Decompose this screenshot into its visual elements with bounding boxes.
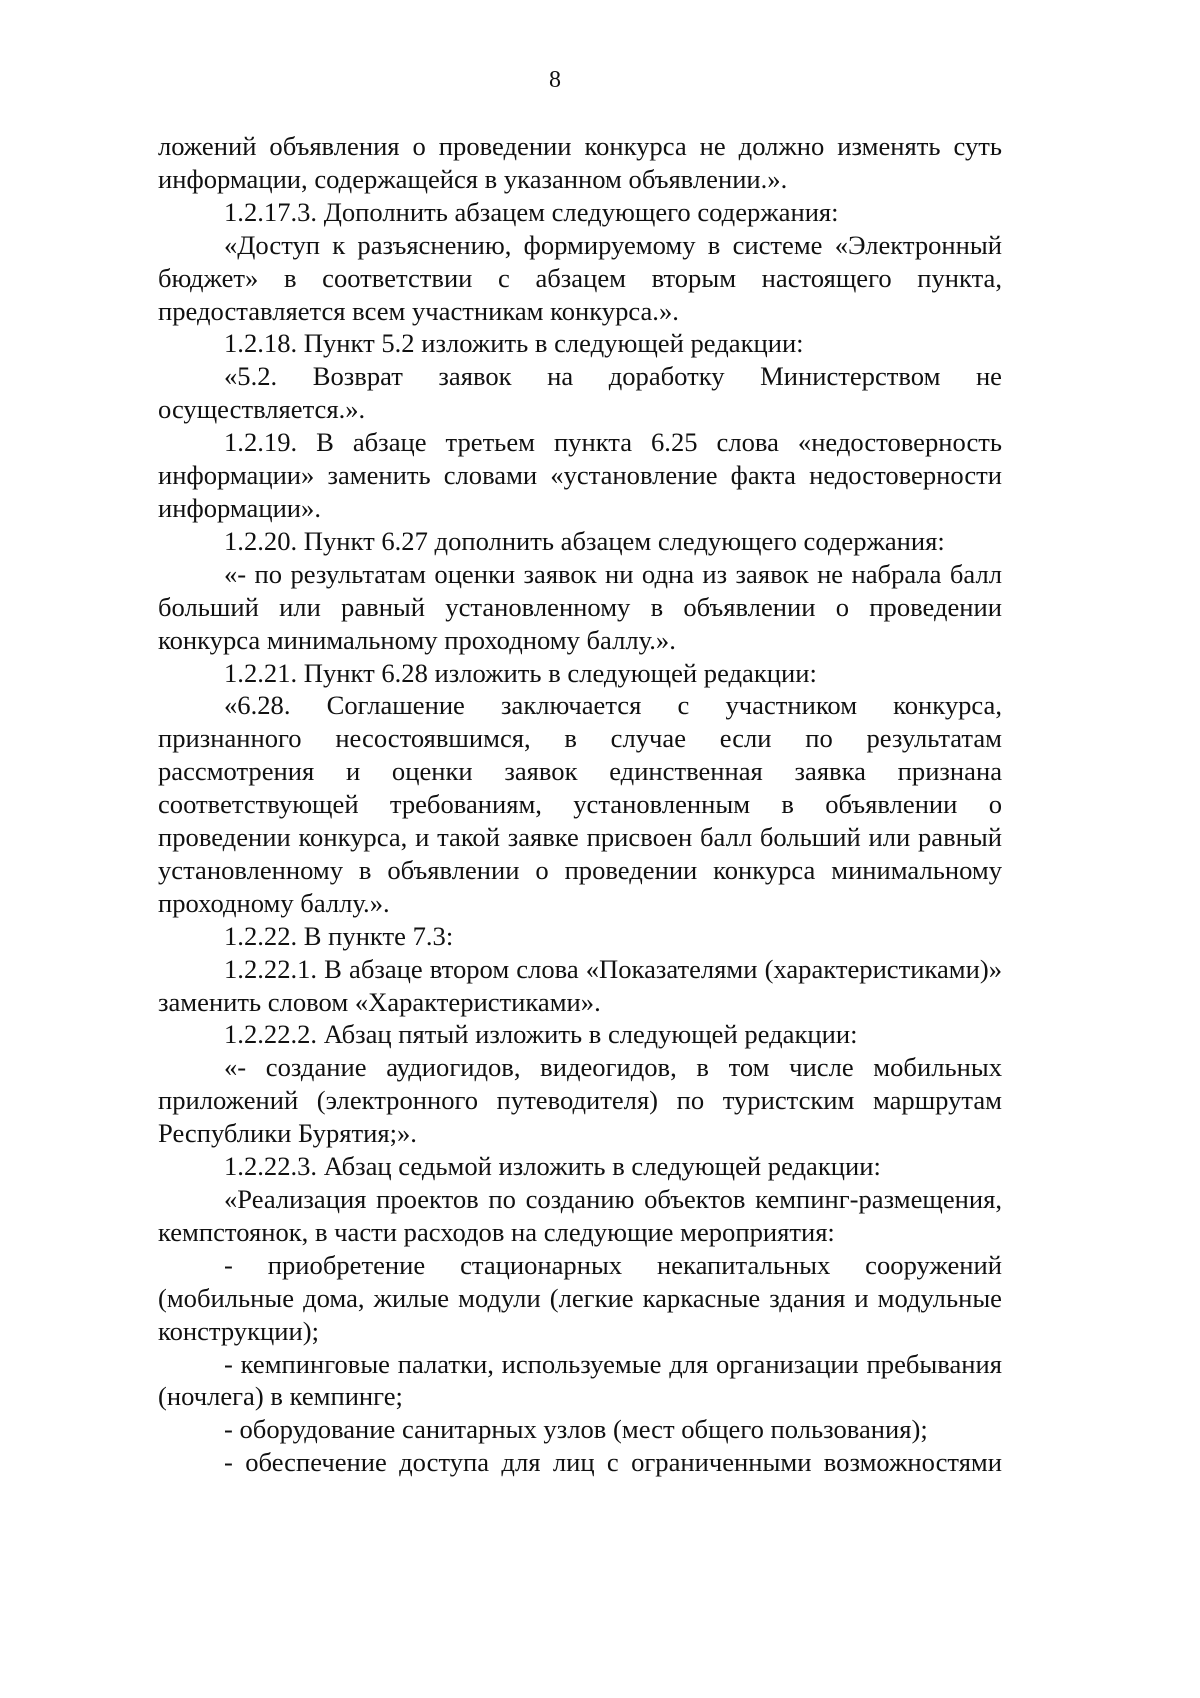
paragraph: 1.2.18. Пункт 5.2 изложить в следующей редакции:	[224, 328, 804, 359]
paragraph: 1.2.22.2. Абзац пятый изложить в следующей редакции:	[224, 1019, 858, 1050]
document-body	[158, 130, 1002, 1479]
paragraph: 1.2.22.1. В абзаце втором слова «Показателями (характеристиками)» заменить словом «Характеристиками».	[158, 953, 1002, 1017]
paragraph: 1.2.20. Пункт 6.27 дополнить абзацем следующего содержания:	[224, 525, 945, 556]
paragraph: - обеспечение доступа для лиц с ограниченными возможностями	[224, 1447, 1002, 1478]
paragraph: «5.2. Возврат заявок на доработку Министерством не осуществляется.».	[158, 361, 1002, 425]
paragraph: 1.2.21. Пункт 6.28 изложить в следующей редакции:	[224, 657, 817, 688]
page-number: 8	[549, 67, 561, 93]
paragraph: - оборудование санитарных узлов (мест общего пользования);	[224, 1414, 928, 1445]
paragraph: 1.2.19. В абзаце третьем пункта 6.25 слова «недостоверность информации» заменить словами «установление факта недостоверности информации».	[158, 427, 1002, 523]
paragraph: ложений объявления о проведении конкурса не должно изменять суть информации, содержащейся в указанном объявлении.».	[158, 131, 1002, 194]
paragraph: «Реализация проектов по созданию объектов кемпинг-размещения, кемпстоянок, в части расходов на следующие мероприятия:	[158, 1184, 1002, 1247]
paragraph: - приобретение стационарных некапитальных сооружений (мобильные дома, жилые модули (легкие каркасные здания и модульные конструкции);	[158, 1249, 1002, 1346]
paragraph: 1.2.22. В пункте 7.3:	[224, 920, 454, 951]
paragraph: - кемпинговые палатки, используемые для организации пребывания (ночлега) в кемпинге;	[158, 1348, 1002, 1412]
paragraph: «6.28. Соглашение заключается с участником конкурса, признанного несостоявшимся, в случае если по результатам рассмотрения и оценки заявок единственная заявка признана соответствующей требованиям, установленным в объявлении о проведении конкурса, и такой заявке присвоен балл больший или равный установленному в объявлении о проведении конкурса минимальному проходному баллу.».	[158, 690, 1002, 918]
paragraph: «- по результатам оценки заявок ни одна из заявок не набрала балл больший или равный установленному в объявлении о проведении конкурса минимальному проходному баллу.».	[158, 558, 1002, 655]
paragraph: «Доступ к разъяснению, формируемому в системе «Электронный бюджет» в соответствии с абзацем вторым настоящего пункта, предоставляется всем участникам конкурса.».	[158, 229, 1002, 326]
paragraph: 1.2.22.3. Абзац седьмой изложить в следующей редакции:	[224, 1151, 881, 1182]
paragraph: 1.2.17.3. Дополнить абзацем следующего содержания:	[224, 196, 839, 227]
paragraph: «- создание аудиогидов, видеогидов, в том числе мобильных приложений (электронного путеводителя) по туристским маршрутам Республики Бурятия;».	[158, 1052, 1002, 1149]
